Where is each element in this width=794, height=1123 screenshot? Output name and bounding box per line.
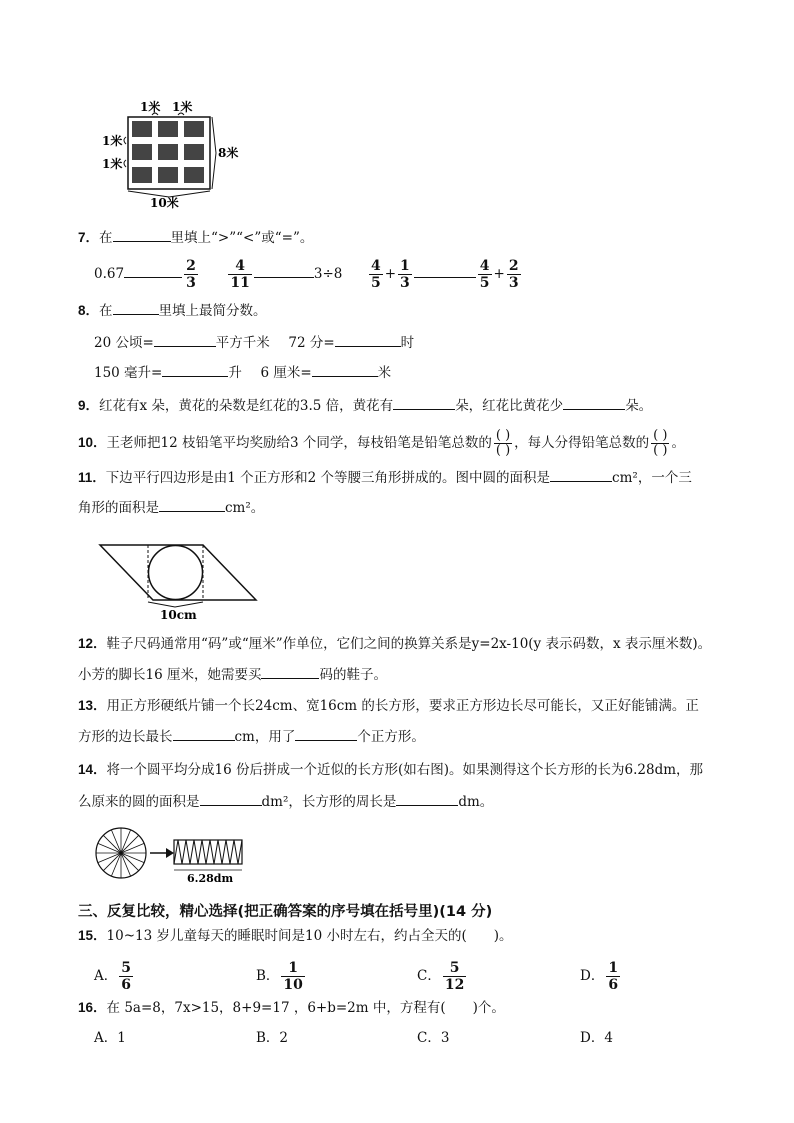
unit: 升	[228, 365, 242, 381]
q9-text: 朵。	[625, 398, 653, 414]
option-label: A．	[94, 968, 118, 984]
q9-text: 红花有x 朵，黄花的朵数是红花的3.5 倍，黄花有	[99, 398, 394, 414]
garden-label-top-1: 1米	[140, 100, 161, 114]
q8-row1-b: 72 分=	[288, 335, 335, 351]
answer-blank[interactable]	[563, 395, 625, 410]
fraction: $\frac{5}{6}$	[121, 960, 131, 993]
q10-text: 。	[671, 435, 685, 451]
fraction: $\frac{2}{3}$	[508, 258, 519, 291]
q13-text: 个正方形。	[357, 729, 425, 745]
garden-label-right: 8米	[218, 146, 239, 160]
q13-text: cm，用了	[234, 729, 296, 745]
q15-option-c[interactable]	[417, 960, 468, 993]
q11-text: cm²，一个三	[612, 470, 692, 486]
q14-text: 将一个圆平均分成16 份后拼成一个近似的长方形(如右图)。如果测得这个长方形的长为6.28dm，那	[106, 762, 704, 778]
answer-blank[interactable]	[414, 263, 476, 278]
question-11	[78, 467, 692, 488]
answer-blank[interactable]	[312, 362, 378, 377]
q9-text: 朵，红花比黄花少	[455, 398, 564, 414]
q16-text: 在 5a=8，7x>15，8+9=17 ，6+b=2m 中，方程有( )个。	[106, 1000, 505, 1016]
question-11-cont	[78, 497, 264, 518]
question-number: 14．	[78, 762, 107, 777]
garden-label-left-2: 1米	[102, 157, 123, 171]
q10-text: ，每人分得铅笔总数的	[514, 435, 650, 451]
unit: 时	[400, 335, 415, 351]
question-8	[78, 300, 267, 321]
question-number: 10．	[78, 435, 107, 450]
question-number: 15．	[78, 928, 107, 943]
q8-row2	[94, 362, 391, 383]
section-heading: 三、反复比较，精心选择(把正确答案的序号填在括号里)(14 分)	[78, 904, 493, 920]
q13-text: 方形的边长最长	[78, 729, 173, 745]
question-9	[78, 395, 652, 416]
fraction: $\frac{5}{12}$	[444, 960, 465, 993]
q8-text: 在	[99, 303, 113, 319]
answer-blank[interactable]	[113, 300, 159, 315]
question-number: 7．	[78, 230, 100, 245]
fraction: $\frac{1}{6}$	[608, 960, 619, 993]
answer-blank[interactable]	[335, 332, 401, 347]
q8-text-end: 里填上最简分数。	[158, 303, 267, 319]
q16-option-c[interactable]: C．3	[417, 1030, 450, 1046]
fraction: $\frac{4}{5}$	[370, 258, 381, 291]
q16-option-b[interactable]: B．2	[256, 1030, 289, 1046]
q7-item2-value: 3÷8	[313, 266, 343, 282]
answer-blank[interactable]	[393, 395, 455, 410]
q8-row1-a: 20 公顷=	[94, 335, 154, 351]
question-10	[78, 429, 685, 458]
q15-text: 10~13 岁儿童每天的睡眠时间是10 小时左右，约占全天的( )。	[106, 928, 513, 944]
q8-row2-b: 6 厘米=	[260, 365, 312, 381]
q8-row1	[94, 332, 414, 353]
answer-blank[interactable]	[124, 263, 182, 278]
answer-blank[interactable]	[295, 726, 357, 741]
q12-text: 鞋子尺码通常用“码”或“厘米”作单位，它们之间的换算关系是y=2x-10(y 表示码数，x 表示厘米数)。	[106, 636, 712, 652]
question-number: 8．	[78, 303, 100, 318]
q7-text-end: 里填上“>”“<”或“=”。	[170, 230, 314, 246]
question-15	[78, 926, 513, 946]
q7-text: 在	[99, 230, 113, 246]
question-13-cont	[78, 726, 425, 747]
garden-label-left-1: 1米	[102, 134, 123, 148]
q7-item1-value: 0.67	[94, 266, 125, 282]
q12-text: 码的鞋子。	[319, 667, 387, 683]
unit: 米	[377, 365, 392, 381]
answer-blank[interactable]	[550, 467, 612, 482]
option-label: C．	[417, 968, 441, 984]
q12-text: 小芳的脚长16 厘米，她需要买	[78, 667, 262, 683]
fraction: $\frac{2}{3}$	[186, 258, 196, 291]
q14-text: 么原来的圆的面积是	[78, 794, 200, 810]
operator: +	[493, 266, 505, 282]
q14-text: dm。	[458, 794, 494, 810]
q7-items	[94, 258, 523, 291]
answer-blank[interactable]	[173, 726, 235, 741]
fraction: $\frac{1}{10}$	[283, 960, 303, 993]
question-12-cont	[78, 664, 387, 685]
q13-text: 用正方形硬纸片铺一个长24cm、宽16cm 的长方形，要求正方形边长尽可能长，又正好能铺满。正	[106, 698, 699, 714]
parallelogram-figure	[98, 540, 260, 622]
garden-figure	[100, 95, 250, 210]
circle-to-rectangle-figure	[94, 826, 254, 884]
answer-blank[interactable]	[254, 263, 314, 278]
q11-text: cm²。	[225, 500, 265, 516]
answer-blank[interactable]	[162, 362, 228, 377]
question-13	[78, 696, 699, 716]
parallelogram-label: 10cm	[160, 608, 197, 622]
answer-blank[interactable]	[113, 227, 171, 242]
q15-option-a[interactable]	[94, 960, 135, 993]
question-7	[78, 227, 313, 248]
question-16	[78, 998, 505, 1018]
q11-text: 角形的面积是	[78, 500, 159, 516]
question-14	[78, 760, 703, 780]
fraction: $\frac{4}{5}$	[479, 258, 490, 291]
answer-blank[interactable]	[200, 791, 262, 806]
question-number: 9．	[78, 398, 100, 413]
q16-option-a[interactable]: A．1	[94, 1030, 126, 1046]
answer-blank[interactable]	[154, 332, 216, 347]
option-label: D．	[580, 968, 605, 984]
question-number: 16．	[78, 1000, 107, 1015]
option-label: B．	[256, 968, 280, 984]
q15-option-b[interactable]	[256, 960, 307, 993]
answer-blank[interactable]	[159, 497, 225, 512]
q8-row2-a: 150 毫升=	[94, 365, 163, 381]
question-number: 13．	[78, 698, 107, 713]
garden-label-top-2: 1米	[172, 100, 193, 114]
question-number: 11．	[78, 470, 106, 485]
fraction-blank[interactable]: $\frac{( )}{( )}$	[495, 428, 511, 458]
fraction: $\frac{1}{3}$	[400, 258, 410, 291]
answer-blank[interactable]	[396, 791, 458, 806]
question-12	[78, 634, 711, 654]
fraction: $\frac{4}{11}$	[230, 258, 250, 291]
rectangle-label: 6.28dm	[187, 872, 234, 884]
q14-text: dm²，长方形的周长是	[261, 794, 397, 810]
garden-label-bottom: 10米	[150, 196, 179, 210]
question-number: 12．	[78, 636, 107, 651]
q15-option-d[interactable]	[580, 960, 622, 993]
unit: 平方千米	[215, 335, 270, 351]
answer-blank[interactable]	[261, 664, 319, 679]
q11-text: 下边平行四边形是由1 个正方形和2 个等腰三角形拼成的。图中圆的面积是	[105, 470, 551, 486]
q10-text: 王老师把12 枝铅笔平均奖励给3 个同学，每枝铅笔是铅笔总数的	[106, 435, 492, 451]
fraction-blank[interactable]: $\frac{( )}{( )}$	[653, 428, 668, 458]
question-14-cont	[78, 791, 493, 812]
q16-option-d[interactable]: D．4	[580, 1030, 613, 1046]
operator: +	[384, 266, 397, 282]
